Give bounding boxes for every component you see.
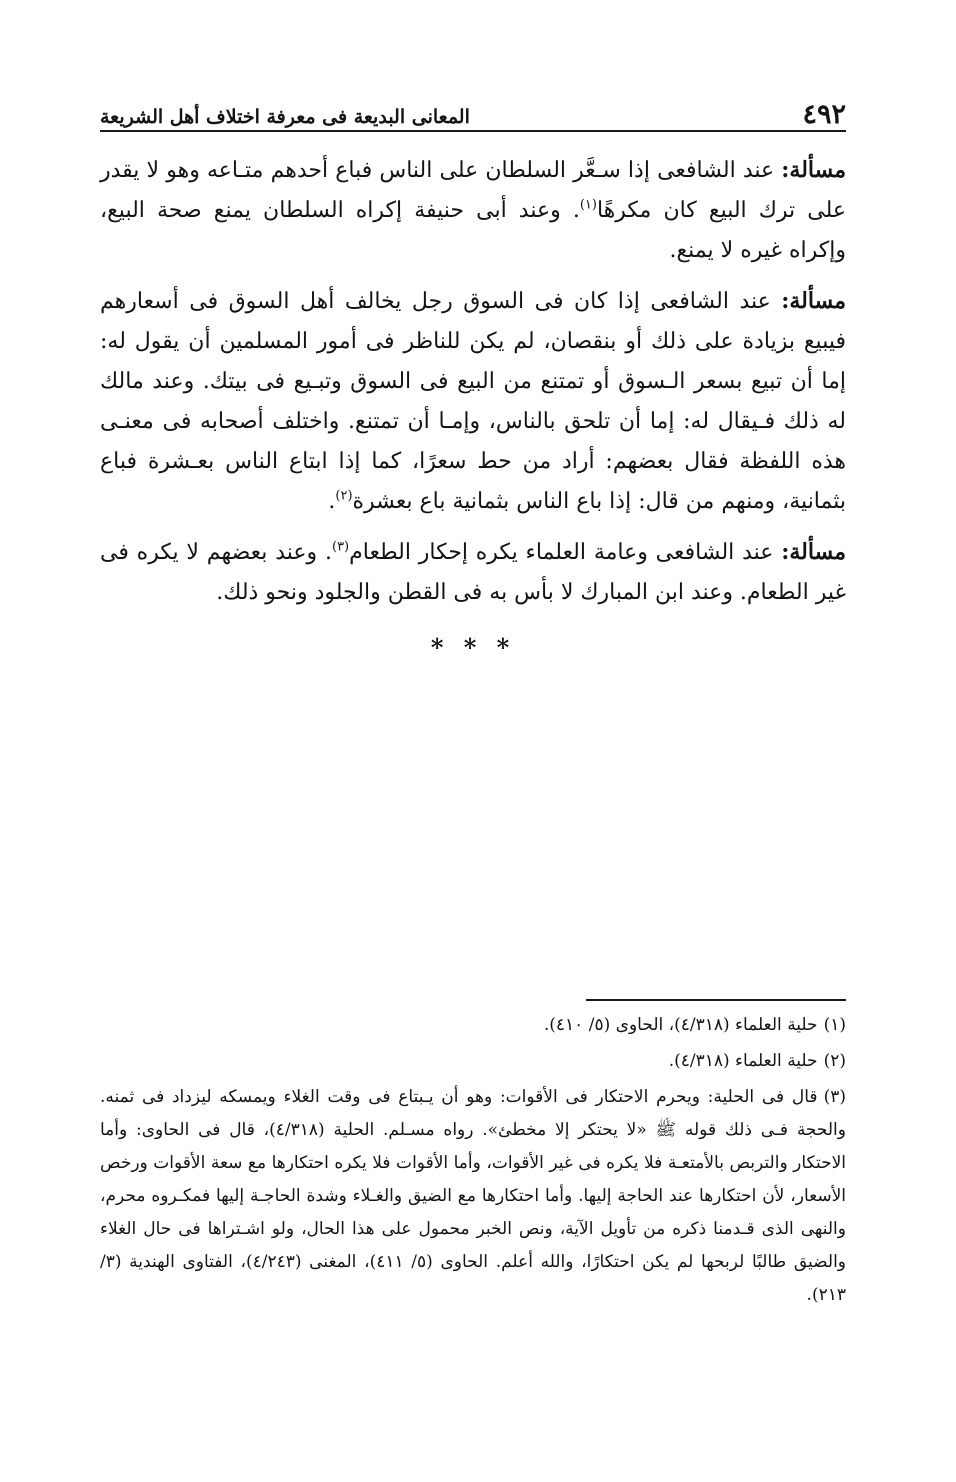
footnote-text: قال فى الحلية: ويحرم الاحتكار فى الأقوات: وهو أن يـبتاع فى وقت الغلاء ويمسكه ليزداد فى ثمنه. والحجة فـى ذلك قوله ﷺ «لا يحتكر إلا مخطئ». رواه مسـلم. الحلية (٤/٣١٨)، قال فى الحاوى: وأما الاحتكار والتربص بالأمتعـة فلا يكره فى غير الأقوات، وأما الأقوات فلا يكره احتكارها مع سعة الأقوات ورخص الأسعار، لأن احتكارها عند الحاجة إليها. وأما احتكارها مع الضيق والغـلاء وشدة الحاجـة إليها فمكـروه محرم، والنهى الذى قـدمنا ذكره من تأويل الآية، ونص الخبر محمول على هذا الحال، ولو اشـتراها فى حال الغلاء والضيق طالبًا لربحها لم يكن احتكارًا، والله أعلم. الحاوى (٥/ ٤١١)، المغنى (٤/٢٤٣)، الفتاوى الهندية (٣/ ٢١٣). [100, 1087, 846, 1305]
footnote-marker[interactable]: (١) [579, 197, 597, 213]
paragraph-keyword: مسألة: [781, 157, 847, 183]
footnote-number: (٢) [823, 1051, 846, 1071]
paragraph [100, 281, 846, 522]
page-number: ٤٩٢ [802, 99, 846, 130]
footnote [100, 1045, 846, 1078]
footnote-marker[interactable]: (٢) [335, 488, 353, 504]
paragraph-text: عند الشافعى إذا كان فى السوق رجل يخالف أهل السوق فى أسعارهم فيبيع بزيادة على ذلك أو بنقصان، لم يكن للناظر فى أمور المسلمين أن يقول له: إما أن تبيع بسعر الـسوق أو تمتنع من البيع فى السوق وتبـيع فى بيتك. وعند مالك له ذلك فـيقال له: إما أن تلحق بالناس، وإمـا أن تمتنع. واختلف أصحابه فى معنـى هذه اللفظة فقال بعضهم: أراد من حط سعرًا، كما إذا ابتاع الناس بعـشرة فباع بثمانية، ومنهم من قال: إذا باع الناس بثمانية باع بعشرة [100, 289, 846, 514]
paragraph-text: . وعند بعضهم لا يكره فى غير الطعام. وعند ابن المبارك لا بأس به فى القطن والجلود ونحو ذلك. [100, 540, 846, 605]
footnote-text: حلية العلماء (٤/٣١٨)، الحاوى (٥/ ٤١٠). [543, 1015, 818, 1035]
footnotes [100, 999, 846, 1315]
footnote-divider [586, 999, 846, 1001]
footnote-number: (٣) [823, 1087, 846, 1107]
footnote-number: (١) [823, 1015, 846, 1035]
paragraph-text: عند الشافعى إذا سـعَّر السلطان على الناس فباع أحدهم متـاعه وهو لا يقدر على ترك البيع كان مكرهًا [100, 158, 846, 223]
page-header [100, 92, 846, 132]
section-separator: * * * [430, 633, 516, 662]
main-text [100, 150, 846, 662]
footnote [100, 1081, 846, 1312]
paragraph-text: عند الشافعى وعامة العلماء يكره إحكار الطعام [349, 540, 782, 565]
paragraph-text: . وعند أبى حنيفة إكراه السلطان يمنع صحة البيع، وإكراه غيره لا يمنع. [100, 198, 846, 263]
paragraph [100, 532, 846, 613]
footnote-marker[interactable]: (٣) [331, 539, 350, 555]
paragraph [100, 150, 846, 271]
paragraph-keyword: مسألة: [781, 539, 846, 565]
paragraph-text: . [328, 489, 336, 514]
running-title: المعانى البديعة فى معرفة اختلاف أهل الشريعة [100, 106, 470, 128]
paragraph-keyword: مسألة: [781, 288, 846, 314]
footnote [100, 1009, 846, 1042]
page [100, 92, 846, 662]
footnote-text: حلية العلماء (٤/٣١٨). [668, 1051, 818, 1071]
